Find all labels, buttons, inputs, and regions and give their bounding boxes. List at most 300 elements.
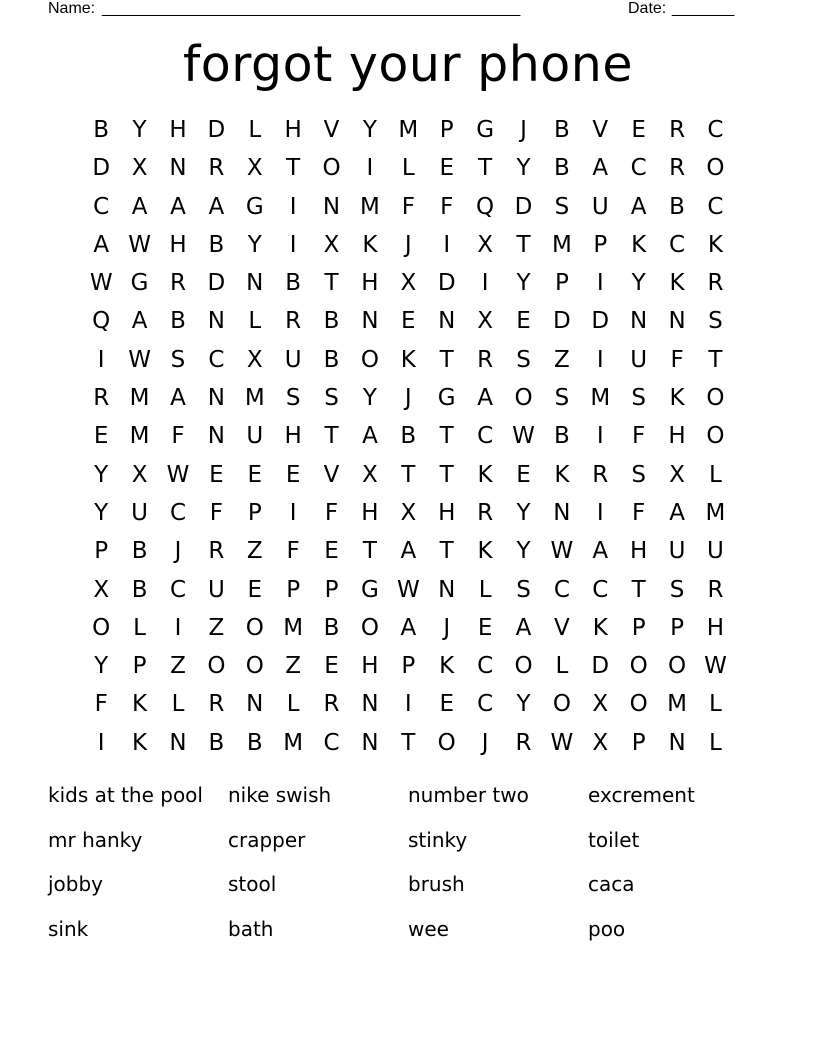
grid-letter: R [285, 308, 302, 335]
grid-letter: R [669, 117, 686, 143]
grid-letter: X [400, 499, 417, 526]
grid-letter: S [170, 346, 186, 373]
grid-letter: L [709, 729, 722, 756]
grid-letter: Y [247, 231, 262, 258]
grid-letter: W [550, 538, 574, 565]
grid-letter: A [131, 193, 148, 220]
grid-letter: D [514, 193, 533, 220]
grid-letter: D [207, 270, 226, 297]
grid-row [82, 647, 735, 685]
grid-letter: J [520, 117, 527, 143]
grid-letter: N [322, 193, 341, 220]
search-word: number two [408, 783, 529, 807]
grid-letter: S [631, 461, 646, 488]
grid-letter: I [97, 346, 105, 373]
grid-letter: C [707, 117, 724, 143]
grid-letter: X [592, 691, 609, 718]
grid-letter: C [630, 155, 647, 182]
grid-letter: M [667, 691, 687, 718]
grid-letter: B [208, 729, 225, 756]
grid-letter: I [596, 423, 604, 450]
grid-letter: K [132, 691, 148, 718]
grid-letter: O [514, 653, 533, 680]
search-word: toilet [588, 827, 640, 852]
page-title: forgot your phone [183, 36, 633, 93]
grid-letter: W [396, 576, 420, 603]
grid-letter: E [324, 538, 339, 565]
grid-letter: H [361, 270, 379, 297]
grid-letter: P [401, 653, 416, 680]
grid-letter: E [439, 691, 454, 718]
grid-letter: T [631, 576, 646, 603]
grid-letter: D [591, 653, 610, 680]
grid-letter: N [668, 308, 686, 335]
grid-letter: B [208, 231, 225, 258]
grid-letter: A [592, 155, 609, 182]
grid-letter: J [404, 231, 412, 258]
grid-letter: L [401, 155, 415, 182]
grid-letter: C [169, 499, 186, 526]
grid-letter: R [669, 155, 686, 182]
grid-row [82, 685, 735, 723]
grid-letter: U [246, 423, 264, 450]
grid-letter: B [553, 423, 570, 450]
grid-letter: T [324, 423, 339, 450]
grid-letter: E [477, 614, 493, 641]
grid-letter: H [361, 653, 379, 680]
grid-letter: N [361, 691, 379, 718]
grid-letter: R [169, 270, 186, 297]
grid-letter: U [284, 346, 302, 373]
grid-letter: R [208, 691, 225, 718]
grid-letter: D [553, 308, 571, 335]
search-word: kids at the pool [48, 783, 203, 807]
grid-letter: T [708, 346, 723, 373]
grid-row [82, 494, 735, 532]
grid-letter: B [170, 308, 186, 335]
grid-row [82, 264, 735, 302]
grid-letter: N [361, 308, 379, 335]
grid-letter: L [133, 614, 146, 641]
grid-letter: J [174, 538, 182, 565]
grid-letter: O [437, 729, 456, 756]
grid-letter: E [209, 461, 224, 488]
grid-row [82, 226, 735, 264]
grid-letter: U [131, 499, 148, 526]
search-word: jobby [48, 872, 104, 897]
grid-letter: N [668, 729, 686, 756]
grid-letter: B [400, 423, 417, 450]
grid-row [82, 379, 735, 417]
grid-letter: X [477, 308, 493, 335]
grid-row [82, 456, 735, 494]
grid-letter: S [669, 576, 685, 603]
grid-letter: O [629, 691, 648, 718]
grid-letter: S [516, 576, 531, 603]
grid-letter: N [246, 270, 264, 297]
grid-letter: H [706, 614, 725, 641]
grid-letter: G [245, 193, 264, 220]
grid-letter: W [89, 270, 113, 297]
grid-letter: L [248, 308, 262, 335]
grid-letter: E [401, 308, 416, 335]
grid-letter: B [285, 270, 302, 297]
grid-letter: B [93, 117, 110, 143]
grid-letter: C [169, 576, 186, 603]
grid-letter: T [401, 461, 416, 488]
grid-letter: F [209, 499, 223, 526]
grid-row [82, 111, 735, 149]
search-word: excrement [588, 783, 695, 807]
grid-letter: G [361, 576, 379, 603]
grid-letter: B [669, 193, 685, 220]
grid-letter: P [439, 117, 454, 143]
grid-letter: I [289, 231, 297, 258]
grid-letter: E [516, 461, 531, 488]
grid-letter: P [324, 576, 339, 603]
grid-letter: M [283, 729, 304, 756]
grid-letter: O [706, 155, 725, 182]
grid-letter: U [591, 193, 609, 220]
grid-letter: A [477, 385, 493, 412]
grid-letter: D [92, 155, 111, 182]
grid-letter: X [669, 461, 685, 488]
grid-letter: E [285, 461, 301, 488]
grid-letter: A [170, 193, 186, 220]
grid-letter: Y [516, 691, 531, 718]
grid-letter: M [551, 231, 572, 258]
word-row [48, 912, 768, 957]
grid-letter: C [323, 729, 340, 756]
grid-letter: A [93, 231, 110, 258]
grid-letter: I [404, 691, 412, 718]
grid-letter: G [437, 385, 456, 412]
grid-letter: F [632, 423, 646, 450]
grid-letter: W [704, 653, 727, 680]
grid-row [82, 724, 735, 762]
grid-letter: M [129, 423, 150, 450]
search-word: brush [408, 872, 465, 897]
grid-row [82, 532, 735, 570]
grid-letter: Y [516, 538, 531, 565]
grid-row [82, 571, 735, 609]
grid-letter: O [706, 423, 725, 450]
grid-letter: I [481, 270, 489, 297]
grid-letter: Q [92, 308, 111, 335]
grid-letter: P [593, 231, 608, 258]
grid-letter: X [131, 155, 148, 182]
grid-letter: S [708, 308, 723, 335]
grid-letter: X [362, 461, 378, 488]
search-word: sink [48, 917, 89, 942]
grid-letter: C [477, 423, 494, 450]
grid-letter: M [590, 385, 611, 412]
grid-letter: U [207, 576, 225, 603]
grid-letter: M [705, 499, 726, 526]
grid-letter: A [400, 538, 417, 565]
grid-letter: P [670, 614, 684, 641]
grid-letter: Z [285, 653, 302, 680]
grid-letter: O [360, 346, 379, 373]
grid-letter: U [630, 346, 648, 373]
grid-letter: Z [246, 538, 263, 565]
grid-letter: E [324, 653, 339, 680]
grid-letter: Y [94, 461, 109, 488]
grid-letter: A [131, 308, 148, 335]
grid-letter: T [439, 423, 454, 450]
grid-letter: O [322, 155, 341, 182]
grid-letter: H [361, 499, 379, 526]
grid-letter: F [171, 423, 185, 450]
grid-letter: X [400, 270, 417, 297]
grid-letter: H [630, 538, 648, 565]
grid-letter: E [247, 576, 263, 603]
grid-row [82, 302, 735, 340]
word-row [48, 823, 768, 868]
letter-grid [82, 111, 735, 762]
grid-letter: O [245, 653, 264, 680]
grid-letter: M [129, 385, 150, 412]
grid-letter: R [707, 270, 724, 297]
grid-letter: K [669, 270, 685, 297]
grid-letter: F [324, 499, 339, 526]
grid-letter: C [707, 193, 724, 220]
search-word: poo [588, 917, 626, 942]
grid-letter: R [208, 538, 225, 565]
grid-letter: C [477, 653, 494, 680]
grid-letter: R [707, 576, 724, 603]
grid-letter: H [284, 423, 302, 450]
grid-letter: N [361, 729, 379, 756]
grid-row [82, 188, 735, 226]
grid-letter: A [400, 614, 417, 641]
grid-letter: S [285, 385, 301, 412]
grid-letter: E [93, 423, 109, 450]
grid-letter: U [668, 538, 686, 565]
grid-letter: P [94, 538, 109, 565]
grid-letter: S [554, 385, 570, 412]
word-row [48, 778, 768, 823]
grid-letter: M [244, 385, 265, 412]
grid-letter: K [477, 461, 493, 488]
grid-letter: A [208, 193, 225, 220]
date-blank: _______ [672, 0, 735, 17]
name-blank: _______________________________________________ [102, 0, 521, 17]
grid-letter: D [207, 117, 226, 143]
grid-letter: J [443, 614, 451, 641]
grid-letter: L [478, 576, 492, 603]
grid-letter: O [360, 614, 379, 641]
grid-letter: G [130, 270, 149, 297]
grid-letter: B [323, 346, 340, 373]
header-fields [48, 0, 748, 20]
grid-letter: U [707, 538, 724, 565]
search-word: mr hanky [48, 827, 143, 852]
search-word: stool [228, 872, 277, 897]
grid-letter: N [630, 308, 648, 335]
grid-letter: F [401, 193, 415, 220]
grid-letter: T [439, 461, 454, 488]
grid-letter: O [552, 691, 571, 718]
grid-letter: C [208, 346, 225, 373]
grid-letter: F [440, 193, 454, 220]
grid-letter: A [592, 538, 609, 565]
grid-letter: T [362, 538, 377, 565]
grid-letter: B [323, 614, 340, 641]
grid-row [82, 149, 735, 187]
grid-letter: J [481, 729, 489, 756]
date-label: Date: [628, 0, 667, 17]
grid-letter: Y [362, 117, 377, 143]
grid-letter: I [289, 193, 297, 220]
grid-letter: O [207, 653, 226, 680]
grid-letter: O [92, 614, 111, 641]
grid-letter: A [515, 614, 532, 641]
grid-letter: M [398, 117, 419, 143]
search-word: caca [588, 872, 635, 897]
grid-letter: P [286, 576, 301, 603]
grid-letter: H [668, 423, 686, 450]
grid-letter: H [169, 117, 187, 143]
grid-letter: Y [516, 499, 531, 526]
grid-letter: V [323, 461, 340, 488]
grid-letter: Y [631, 270, 646, 297]
grid-letter: B [553, 155, 570, 182]
grid-letter: T [324, 270, 339, 297]
grid-letter: N [207, 385, 225, 412]
grid-letter: L [248, 117, 262, 143]
grid-letter: D [591, 308, 610, 335]
grid-letter: Z [554, 346, 570, 373]
word-list [48, 778, 768, 957]
grid-letter: N [438, 308, 456, 335]
grid-letter: P [247, 499, 262, 526]
grid-letter: S [324, 385, 339, 412]
grid-letter: G [476, 117, 495, 143]
grid-letter: V [323, 117, 340, 143]
grid-letter: Q [476, 193, 495, 220]
grid-letter: T [439, 538, 454, 565]
grid-row [82, 609, 735, 647]
grid-letter: P [554, 270, 569, 297]
grid-letter: K [707, 231, 723, 258]
grid-letter: C [477, 691, 494, 718]
grid-letter: J [404, 385, 412, 412]
grid-letter: N [207, 423, 225, 450]
grid-letter: L [555, 653, 569, 680]
grid-letter: E [516, 308, 531, 335]
grid-letter: X [246, 346, 263, 373]
grid-letter: C [592, 576, 609, 603]
grid-letter: Z [170, 653, 186, 680]
grid-letter: S [631, 385, 646, 412]
grid-letter: K [439, 653, 455, 680]
grid-letter: N [553, 499, 571, 526]
grid-letter: B [131, 538, 148, 565]
grid-letter: W [550, 729, 574, 756]
grid-letter: P [631, 729, 646, 756]
grid-letter: Y [516, 155, 531, 182]
grid-letter: W [512, 423, 535, 450]
search-word: wee [408, 917, 449, 942]
search-word: bath [228, 917, 274, 942]
grid-letter: P [631, 614, 646, 641]
grid-letter: K [400, 346, 416, 373]
grid-letter: A [630, 193, 647, 220]
grid-letter: X [131, 461, 148, 488]
grid-letter: I [443, 231, 451, 258]
grid-letter: R [477, 499, 494, 526]
grid-letter: R [592, 461, 609, 488]
grid-letter: A [669, 499, 685, 526]
grid-letter: L [709, 461, 722, 488]
name-label: Name: [48, 0, 96, 17]
grid-letter: M [360, 193, 380, 220]
grid-letter: O [706, 385, 725, 412]
grid-letter: X [323, 231, 340, 258]
grid-letter: I [174, 614, 182, 641]
grid-letter: R [477, 346, 494, 373]
grid-letter: T [516, 231, 531, 258]
grid-letter: T [439, 346, 454, 373]
grid-letter: A [362, 423, 378, 450]
grid-letter: K [631, 231, 647, 258]
grid-letter: I [596, 346, 604, 373]
word-row [48, 867, 768, 912]
grid-letter: B [323, 308, 340, 335]
search-word: crapper [228, 827, 306, 852]
grid-letter: X [93, 576, 110, 603]
grid-letter: H [284, 117, 302, 143]
grid-letter: Y [132, 117, 147, 143]
grid-letter: N [169, 155, 187, 182]
grid-letter: L [171, 691, 185, 718]
grid-letter: K [669, 385, 685, 412]
grid-letter: E [439, 155, 454, 182]
grid-letter: B [131, 576, 148, 603]
grid-letter: V [592, 117, 609, 143]
grid-letter: K [362, 231, 378, 258]
grid-letter: Y [362, 385, 377, 412]
grid-letter: X [246, 155, 263, 182]
grid-letter: O [629, 653, 648, 680]
grid-letter: W [166, 461, 190, 488]
grid-letter: L [286, 691, 300, 718]
grid-letter: Y [94, 499, 109, 526]
grid-letter: K [132, 729, 148, 756]
grid-letter: H [438, 499, 456, 526]
grid-row [82, 417, 735, 455]
grid-letter: E [247, 461, 263, 488]
search-word: stinky [408, 827, 468, 852]
grid-row [82, 341, 735, 379]
grid-letter: H [169, 231, 187, 258]
grid-letter: N [246, 691, 264, 718]
grid-letter: F [632, 499, 646, 526]
grid-letter: S [516, 346, 531, 373]
grid-letter: E [631, 117, 646, 143]
grid-letter: K [554, 461, 570, 488]
grid-letter: C [553, 576, 570, 603]
grid-letter: O [668, 653, 687, 680]
grid-letter: I [596, 499, 604, 526]
grid-letter: F [286, 538, 300, 565]
grid-letter: K [592, 614, 608, 641]
grid-letter: Z [208, 614, 225, 641]
grid-letter: S [554, 193, 570, 220]
grid-letter: T [401, 729, 416, 756]
grid-letter: W [128, 346, 151, 373]
